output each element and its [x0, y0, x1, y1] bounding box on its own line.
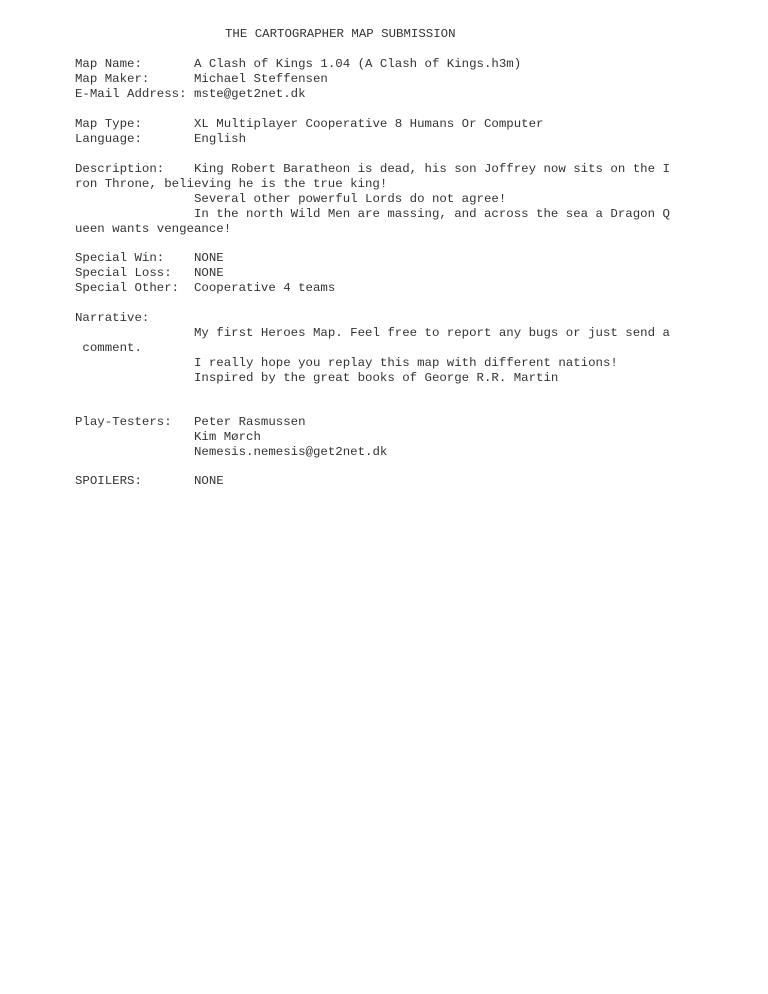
description-line: ron Throne, believing he is the true king! [75, 177, 388, 191]
description-line: King Robert Baratheon is dead, his son Joffrey now sits on the I [194, 162, 670, 176]
narrative-line: Inspired by the great books of George R.R. Martin [194, 371, 559, 385]
map-type-value: XL Multiplayer Cooperative 8 Humans Or Computer [194, 117, 544, 131]
map-name-label: Map Name: [75, 57, 142, 71]
special-loss-value: NONE [194, 266, 224, 280]
narrative-line: My first Heroes Map. Feel free to report any bugs or just send a [194, 326, 670, 340]
document-title: THE CARTOGRAPHER MAP SUBMISSION [225, 27, 456, 41]
narrative-line: I really hope you replay this map with different nations! [194, 356, 618, 370]
special-win-label: Special Win: [75, 251, 165, 265]
email-value: mste@get2net.dk [194, 87, 306, 101]
play-testers-label: Play-Testers: [75, 415, 172, 429]
description-label: Description: [75, 162, 165, 176]
map-maker-value: Michael Steffensen [194, 72, 328, 86]
play-tester-name: Peter Rasmussen [194, 415, 306, 429]
play-tester-name: Nemesis.nemesis@get2net.dk [194, 445, 388, 459]
description-line: ueen wants vengeance! [75, 222, 232, 236]
description-line: In the north Wild Men are massing, and across the sea a Dragon Q [194, 207, 670, 221]
map-type-label: Map Type: [75, 117, 142, 131]
email-label: E-Mail Address: [75, 87, 187, 101]
spoilers-value: NONE [194, 474, 224, 488]
map-maker-label: Map Maker: [75, 72, 150, 86]
play-tester-name: Kim Mørch [194, 430, 261, 444]
narrative-line: comment. [75, 341, 142, 355]
special-other-label: Special Other: [75, 281, 180, 295]
special-other-value: Cooperative 4 teams [194, 281, 336, 295]
special-loss-label: Special Loss: [75, 266, 172, 280]
special-win-value: NONE [194, 251, 224, 265]
map-name-value: A Clash of Kings 1.04 (A Clash of Kings.h3m) [194, 57, 522, 71]
description-line: Several other powerful Lords do not agree! [194, 192, 507, 206]
language-label: Language: [75, 132, 142, 146]
language-value: English [194, 132, 247, 146]
narrative-label: Narrative: [75, 311, 150, 325]
spoilers-label: SPOILERS: [75, 474, 142, 488]
